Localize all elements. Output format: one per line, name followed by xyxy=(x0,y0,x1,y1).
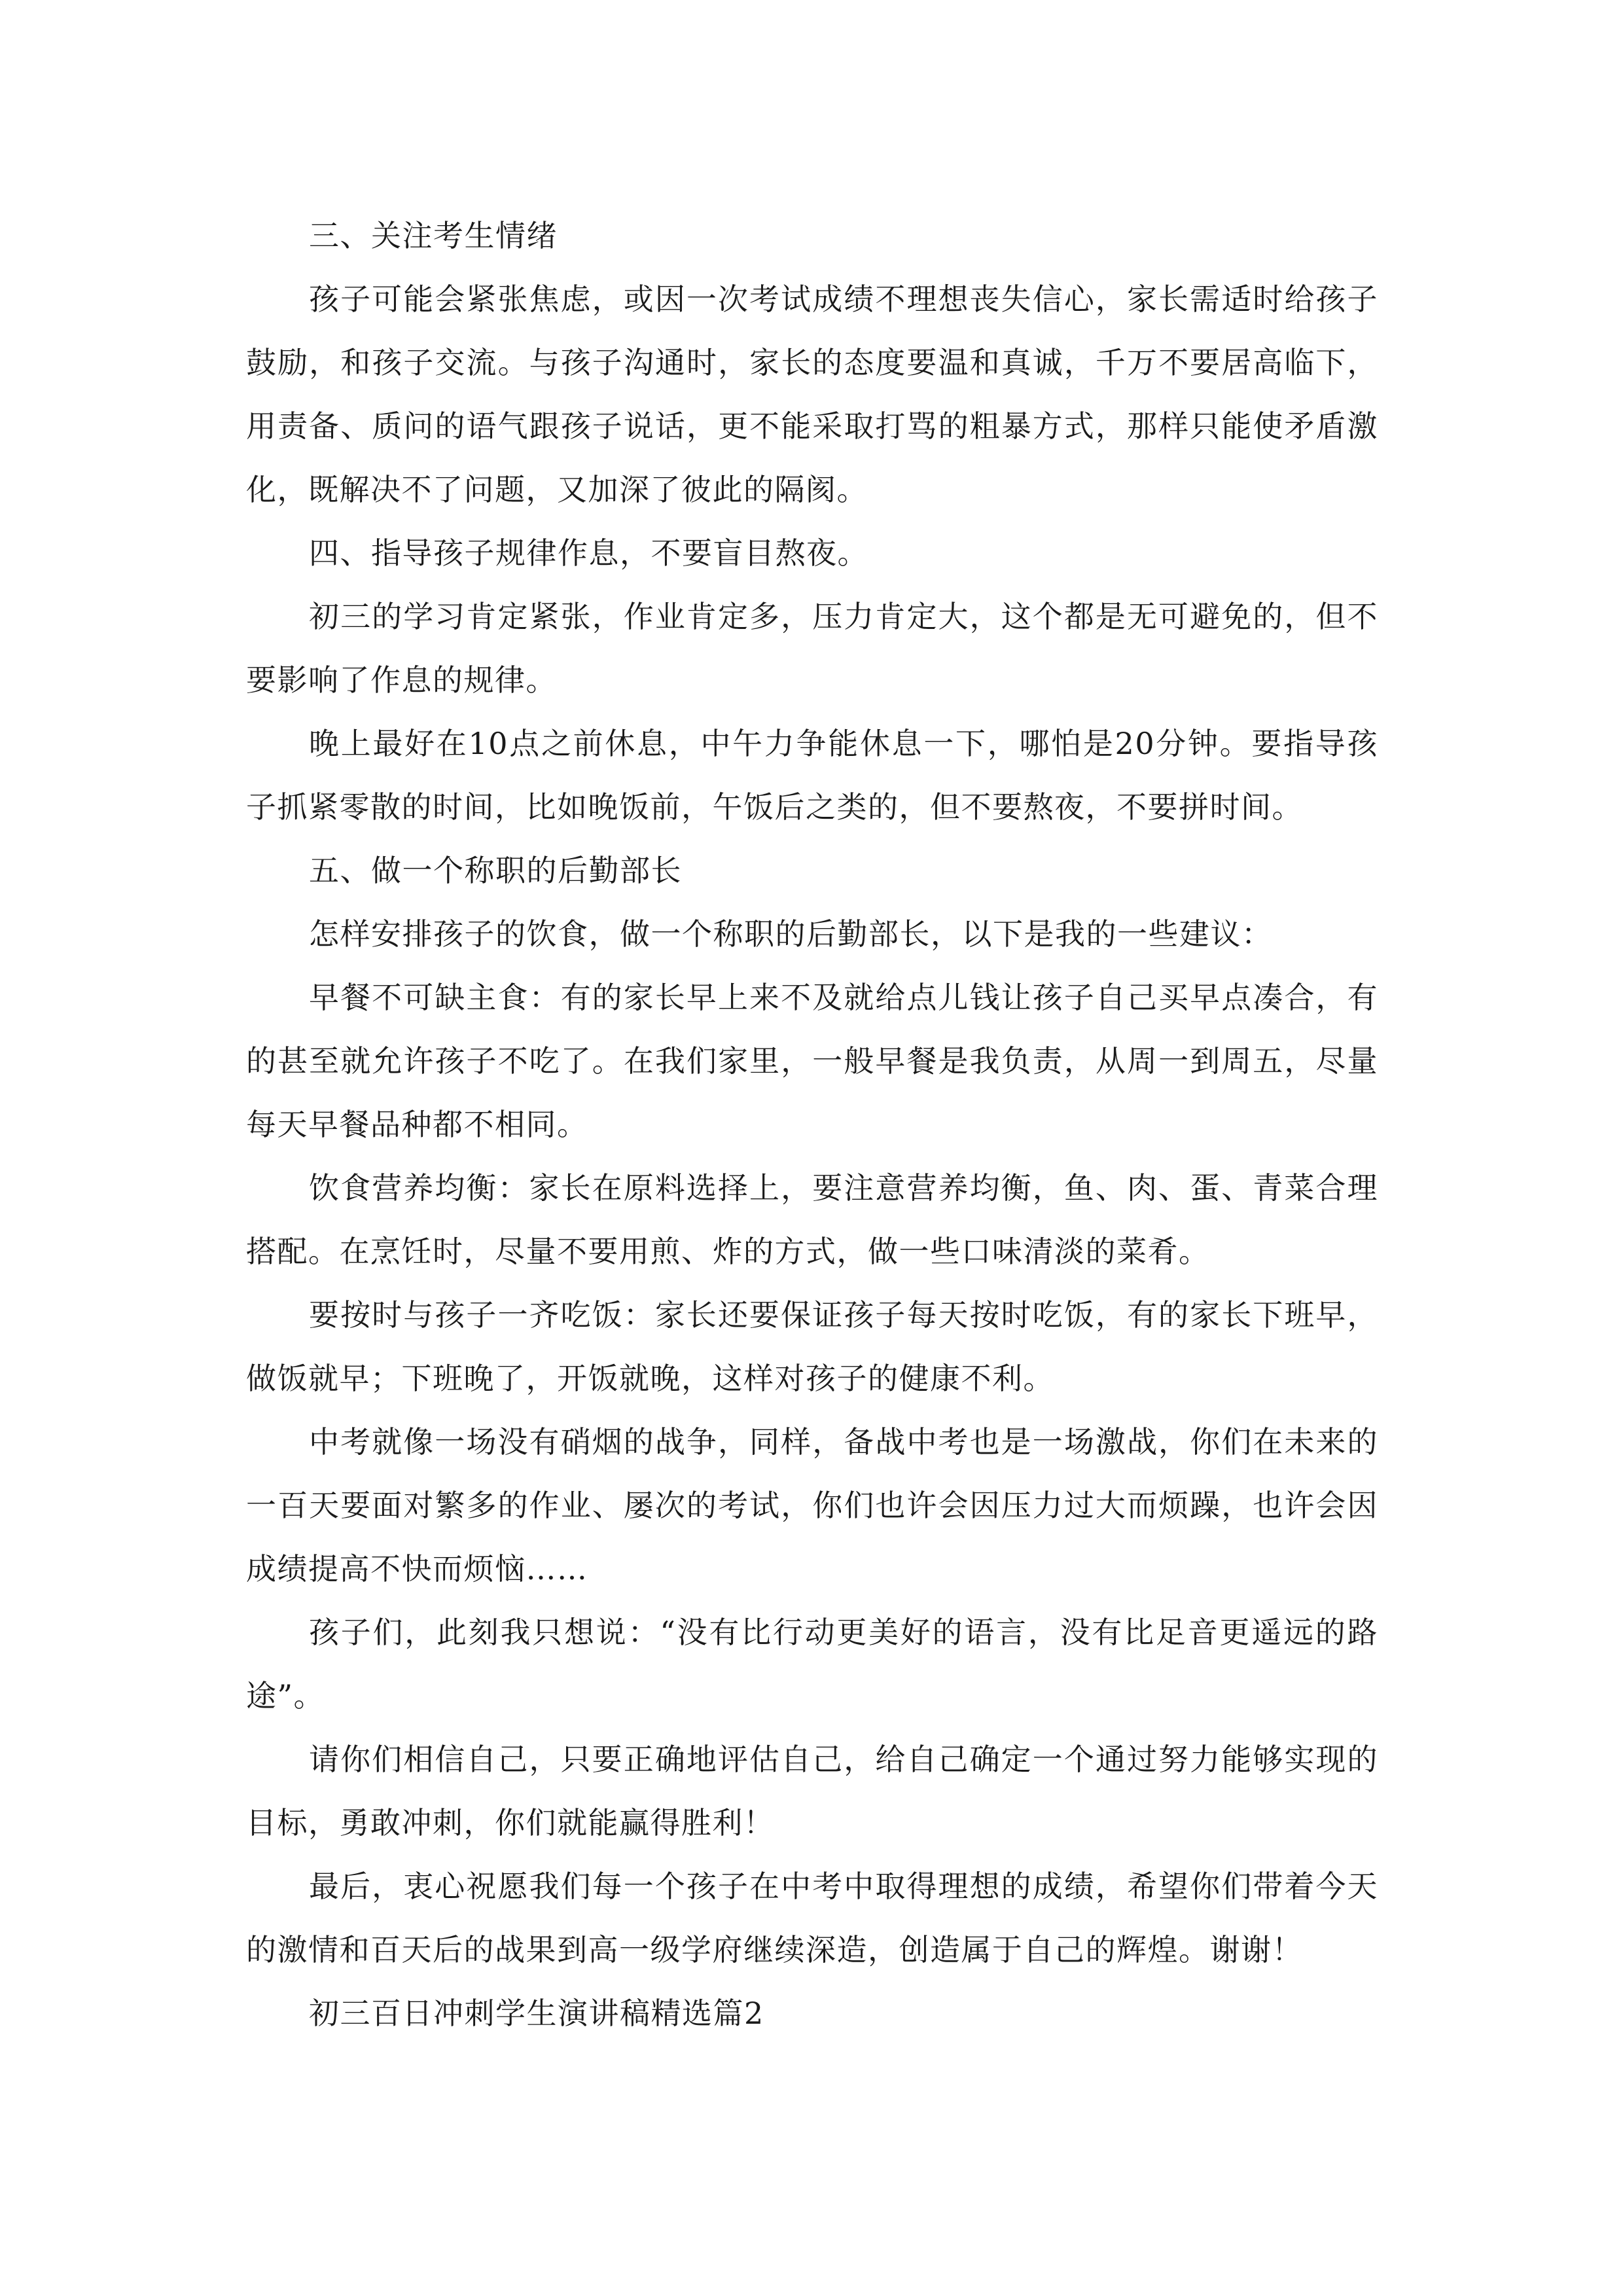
paragraph: 孩子们，此刻我只想说：“没有比行动更美好的语言，没有比足音更遥远的路途”。 xyxy=(246,1615,1378,1713)
document-body xyxy=(246,204,1378,2045)
heading-next-article: 初三百日冲刺学生演讲稿精选篇2 xyxy=(309,1996,764,2031)
paragraph: 孩子可能会紧张焦虑，或因一次考试成绩不理想丧失信心，家长需适时给孩子鼓励，和孩子交流。与孩子沟通时，家长的态度要温和真诚，千万不要居高临下，用责备、质问的语气跟孩子说话，更不能采取打骂的粗暴方式，那样只能使矛盾激化，既解决不了问题，又加深了彼此的隔阂。 xyxy=(246,281,1378,507)
paragraph: 要按时与孩子一齐吃饭：家长还要保证孩子每天按时吃饭，有的家长下班早，做饭就早；下班晚了，开饭就晚，这样对孩子的健康不利。 xyxy=(246,1297,1378,1396)
paragraph: 最后，衷心祝愿我们每一个孩子在中考中取得理想的成绩，希望你们带着今天的激情和百天后的战果到高一级学府继续深造，创造属于自己的辉煌。谢谢！ xyxy=(246,1869,1378,1967)
heading-section-5: 五、做一个称职的后勤部长 xyxy=(309,853,682,888)
paragraph: 初三的学习肯定紧张，作业肯定多，压力肯定大，这个都是无可避免的，但不要影响了作息的规律。 xyxy=(246,599,1378,698)
paragraph: 怎样安排孩子的饮食，做一个称职的后勤部长，以下是我的一些建议： xyxy=(309,916,1273,952)
paragraph: 饮食营养均衡：家长在原料选择上，要注意营养均衡，鱼、肉、蛋、青菜合理搭配。在烹饪时，尽量不要用煎、炸的方式，做一些口味清淡的菜肴。 xyxy=(246,1170,1378,1269)
paragraph: 请你们相信自己，只要正确地评估自己，给自己确定一个通过努力能够实现的目标，勇敢冲刺，你们就能赢得胜利！ xyxy=(246,1742,1378,1840)
paragraph: 早餐不可缺主食：有的家长早上来不及就给点儿钱让孩子自己买早点凑合，有的甚至就允许孩子不吃了。在我们家里，一般早餐是我负责，从周一到周五，尽量每天早餐品种都不相同。 xyxy=(246,980,1378,1142)
paragraph: 中考就像一场没有硝烟的战争，同样，备战中考也是一场激战，你们在未来的一百天要面对繁多的作业、屡次的考试，你们也许会因压力过大而烦躁，也许会因成绩提高不快而烦恼…… xyxy=(246,1424,1378,1587)
heading-section-4: 四、指导孩子规律作息，不要盲目熬夜。 xyxy=(309,535,868,571)
paragraph: 晚上最好在10点之前休息，中午力争能休息一下，哪怕是20分钟。要指导孩子抓紧零散的时间，比如晚饭前，午饭后之类的，但不要熬夜，不要拼时间。 xyxy=(246,726,1378,825)
heading-section-3: 三、关注考生情绪 xyxy=(309,218,558,253)
